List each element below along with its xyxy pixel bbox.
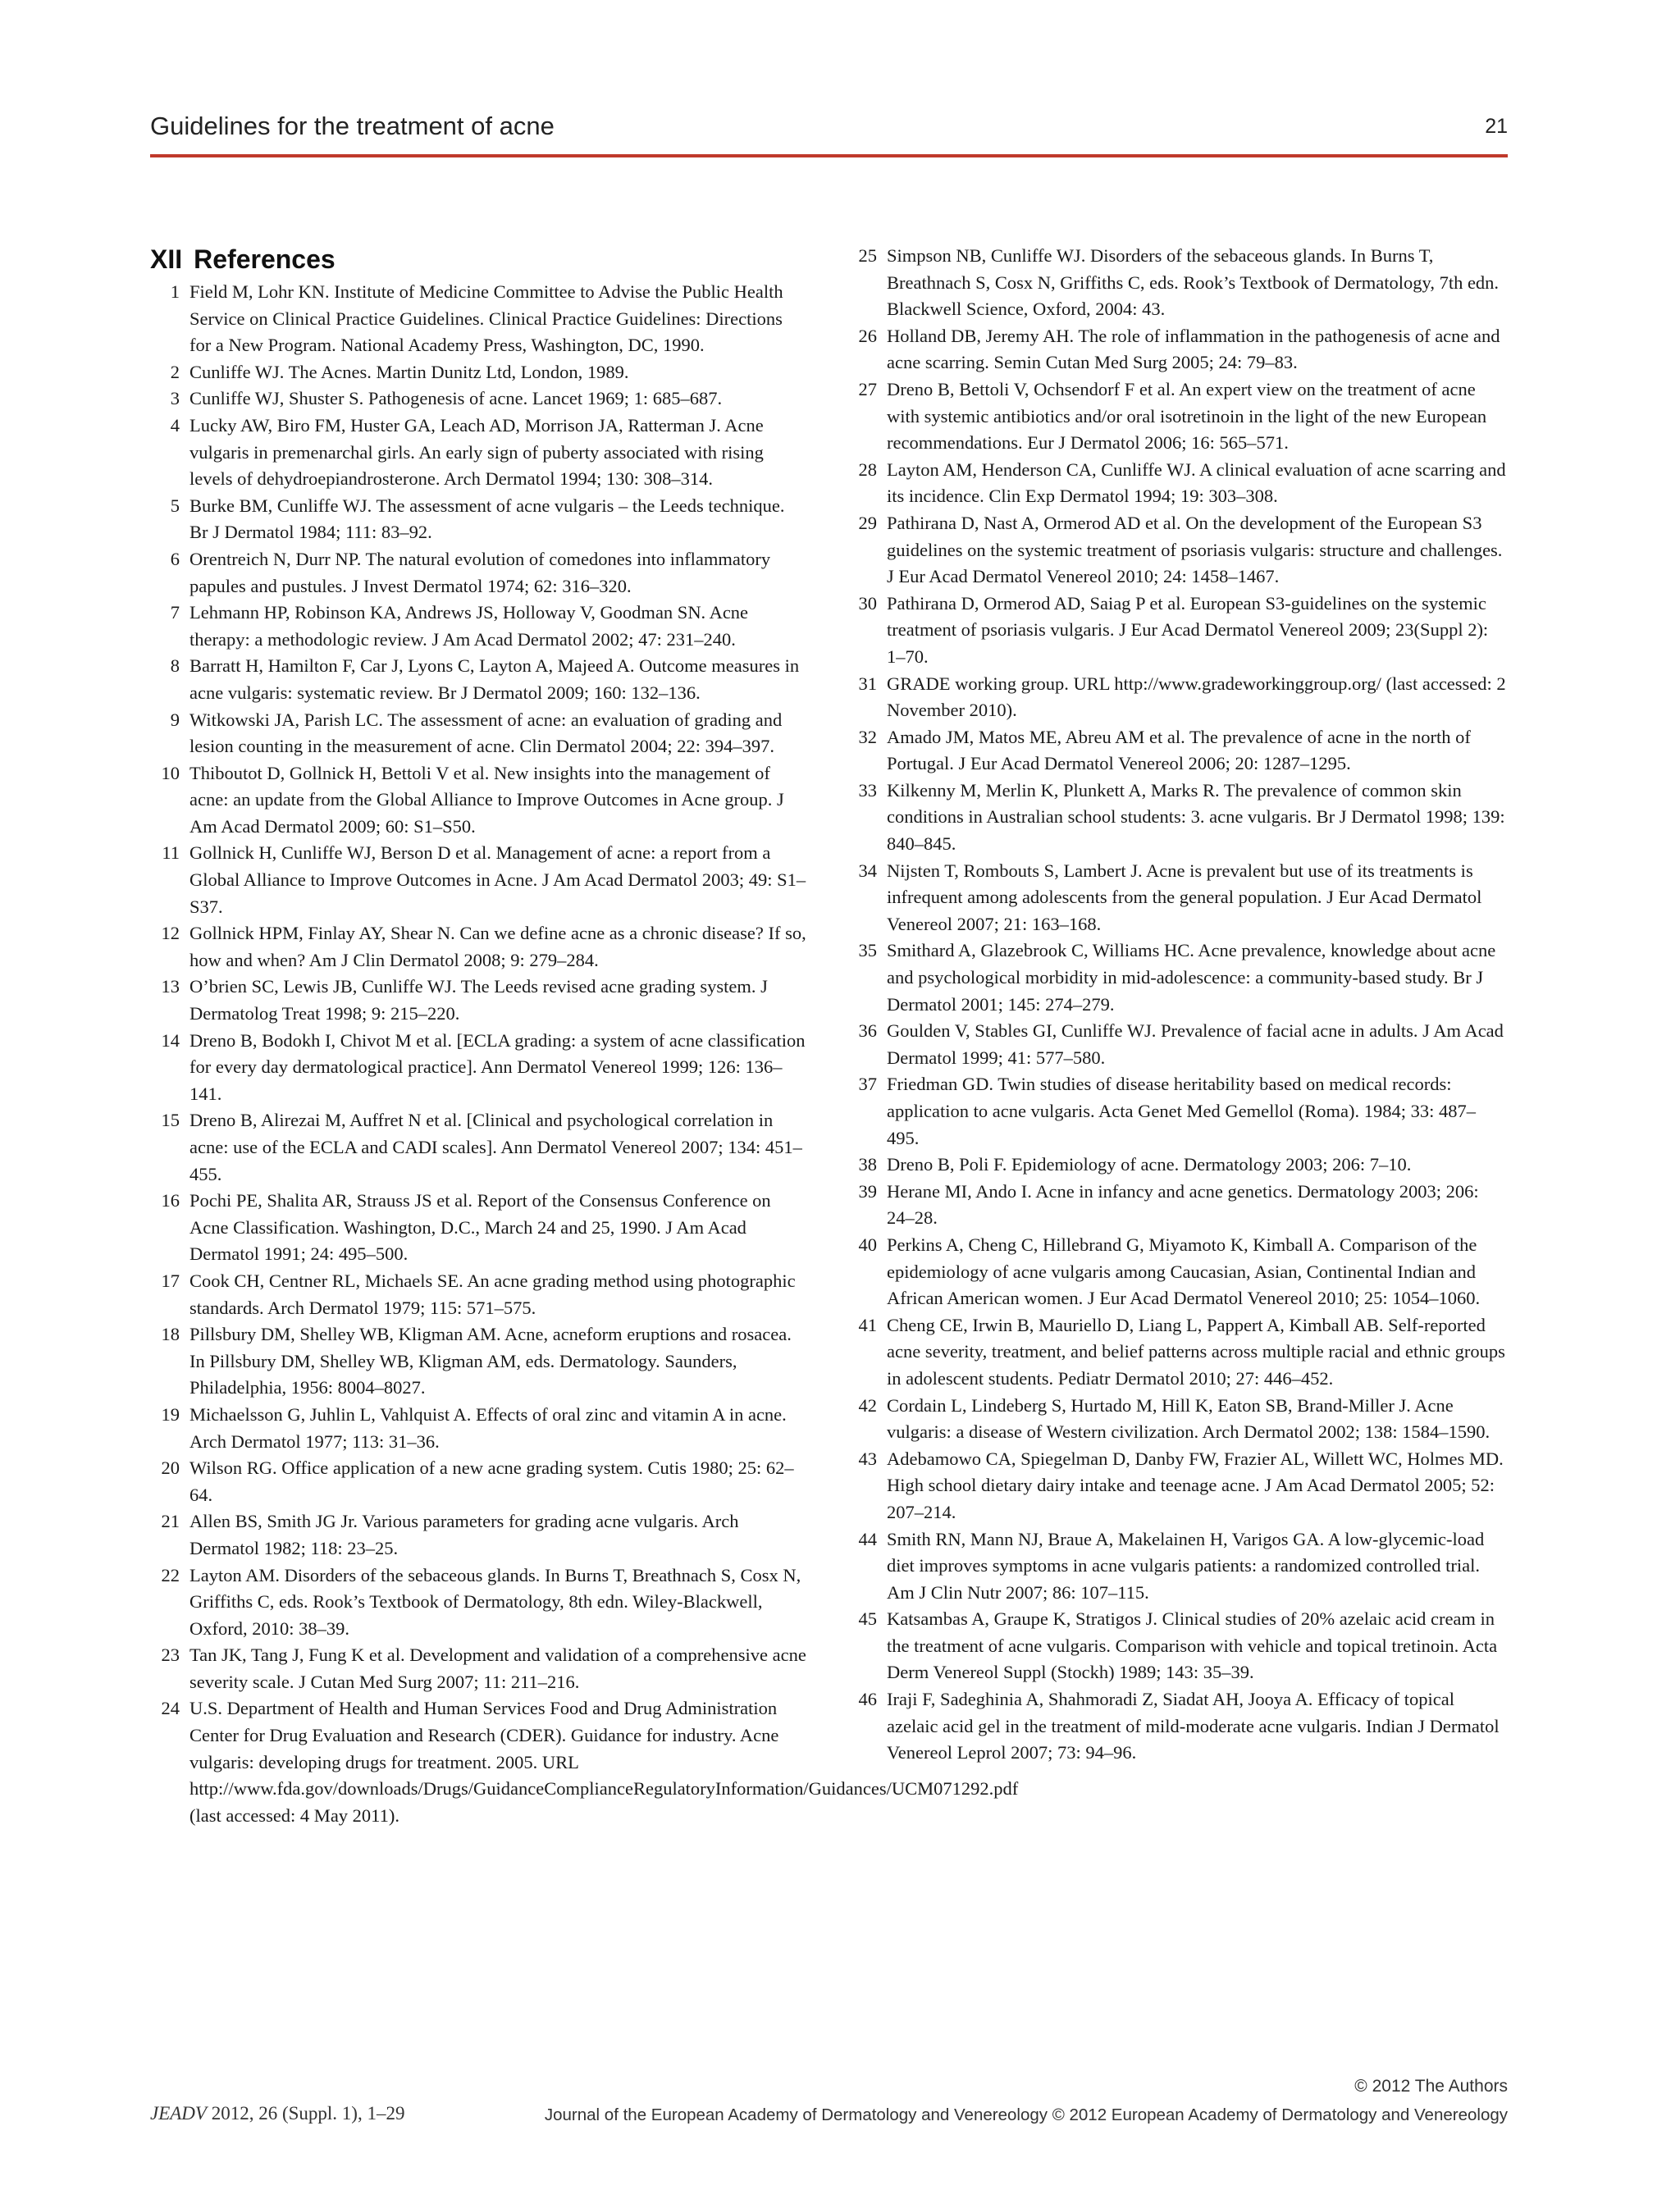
- reference-text: Orentreich N, Durr NP. The natural evolution of comedones into inflammatory papules and pustules. J Invest Dermatol 1974; 62: 316–320.: [189, 548, 771, 596]
- reference-number: 12: [161, 923, 180, 944]
- footer-copyright: © 2012 The Authors: [1354, 2077, 1508, 2096]
- reference-item: [150, 1028, 806, 1108]
- reference-number: 17: [161, 1270, 180, 1291]
- reference-number: 46: [858, 1689, 877, 1710]
- reference-text: Dreno B, Alirezai M, Auffret N et al. [Clinical and psychological correlation in acne: use of the ECLA and CADI scales]. Ann Dermatol Venereol 2007; 134: 451–455.: [189, 1110, 802, 1184]
- reference-item: [150, 1268, 806, 1321]
- reference-number: 1: [170, 281, 180, 302]
- reference-item: [847, 591, 1508, 671]
- reference-text: Smithard A, Glazebrook C, Williams HC. Acne prevalence, knowledge about acne and psychological morbidity in mid-adolescence: a community-based study. Br J Dermatol 2001; 145: 274–279.: [887, 940, 1496, 1015]
- reference-number: 7: [170, 602, 180, 623]
- reference-item: [847, 1686, 1508, 1767]
- reference-number: 37: [858, 1074, 877, 1095]
- reference-number: 14: [161, 1029, 180, 1051]
- reference-text: Dreno B, Bodokh I, Chivot M et al. [ECLA grading: a system of acne classification for every day dermatological practice]. Ann Dermatol Venereol 1999; 126: 136–141.: [189, 1029, 806, 1104]
- reference-number: 15: [161, 1110, 180, 1131]
- reference-text: Kilkenny M, Merlin K, Plunkett A, Marks R. The prevalence of common skin conditions in Australian school students: 3. acne vulgaris. Br J Dermatol 1998; 139: 840–845.: [887, 779, 1505, 855]
- reference-text: Pillsbury DM, Shelley WB, Kligman AM. Acne, acneform eruptions and rosacea. In Pillsbury DM, Shelley WB, Kligman AM, eds. Dermatology. Saunders, Philadelphia, 1956: 8004–8027.: [189, 1324, 792, 1398]
- reference-text: Pathirana D, Nast A, Ormerod AD et al. On the development of the European S3 guidelines on the systemic treatment of psoriasis vulgaris: structure and challenges. J Eur Acad Dermatol Venereol 2010; 24: 1458–1467.: [887, 512, 1503, 587]
- reference-item: [150, 1508, 806, 1562]
- reference-text: Gollnick H, Cunliffe WJ, Berson D et al. Management of acne: a report from a Global Alliance to Improve Outcomes in Acne. J Am Acad Dermatol 2003; 49: S1–S37.: [189, 842, 806, 917]
- reference-text: Lucky AW, Biro FM, Huster GA, Leach AD, Morrison JA, Ratterman J. Acne vulgaris in premenarchal girls. An early sign of puberty associated with rising levels of dehydroepiandrosterone. Arch Dermatol 1994; 130: 308–314.: [189, 414, 764, 490]
- reference-item: [150, 359, 806, 386]
- reference-item: [150, 707, 806, 760]
- reference-number: 30: [858, 592, 877, 614]
- reference-number: 21: [161, 1511, 180, 1532]
- reference-number: 28: [858, 458, 877, 480]
- reference-text: Thiboutot D, Gollnick H, Bettoli V et al. New insights into the management of acne: an update from the Global Alliance to Improve Outcomes in Acne group. J Am Acad Dermatol 2009; 60: S1–S50.: [189, 762, 784, 837]
- reference-text: Tan JK, Tang J, Fung K et al. Development and validation of a comprehensive acne severity scale. J Cutan Med Surg 2007; 11: 211–216.: [189, 1645, 806, 1692]
- reference-item: [847, 1312, 1508, 1393]
- reference-number: 4: [170, 414, 180, 436]
- reference-text: Lehmann HP, Robinson KA, Andrews JS, Holloway V, Goodman SN. Acne therapy: a methodologic review. J Am Acad Dermatol 2002; 47: 231–240.: [189, 602, 749, 650]
- running-header: [150, 105, 1508, 154]
- reference-item: [150, 1562, 806, 1643]
- reference-item: [150, 974, 806, 1027]
- reference-text: Friedman GD. Twin studies of disease heritability based on medical records: application to acne vulgaris. Acta Genet Med Gemellol (Roma). 1984; 33: 487–495.: [887, 1074, 1476, 1148]
- reference-text: Herane MI, Ando I. Acne in infancy and acne genetics. Dermatology 2003; 206: 24–28.: [887, 1180, 1479, 1229]
- reference-number: 18: [161, 1324, 180, 1345]
- reference-text: Cheng CE, Irwin B, Mauriello D, Liang L, Pappert A, Kimball AB. Self-reported acne severity, treatment, and belief patterns across multiple racial and ethnic groups in adolescent students. Pediatr Dermatol 2010; 27: 446–452.: [887, 1314, 1505, 1389]
- reference-text: Witkowski JA, Parish LC. The assessment of acne: an evaluation of grading and lesion counting in the measurement of acne. Clin Dermatol 2004; 22: 394–397.: [189, 709, 783, 757]
- reference-item: [150, 1107, 806, 1188]
- reference-number: 25: [858, 245, 877, 266]
- reference-item: [150, 1402, 806, 1455]
- reference-number: 27: [858, 378, 877, 399]
- reference-item: [847, 1232, 1508, 1312]
- reference-text: Cunliffe WJ, Shuster S. Pathogenesis of acne. Lancet 1969; 1: 685–687.: [189, 388, 723, 409]
- reference-item: [150, 600, 806, 653]
- reference-number: 35: [858, 940, 877, 961]
- reference-item: [847, 937, 1508, 1018]
- reference-number: 3: [170, 388, 180, 409]
- reference-text: Wilson RG. Office application of a new acne grading system. Cutis 1980; 25: 62–64.: [189, 1458, 794, 1505]
- reference-text: Amado JM, Matos ME, Abreu AM et al. The prevalence of acne in the north of Portugal. J Eur Acad Dermatol Venereol 2006; 20: 1287–1295.: [887, 726, 1471, 774]
- reference-text: Gollnick HPM, Finlay AY, Shear N. Can we define acne as a chronic disease? If so, how and when? Am J Clin Dermatol 2008; 9: 279–284.: [189, 923, 806, 970]
- reference-item: [150, 920, 806, 974]
- reference-number: 23: [161, 1645, 180, 1666]
- reference-text: Cook CH, Centner RL, Michaels SE. An acne grading method using photographic standards. Arch Dermatol 1979; 115: 571–575.: [189, 1270, 796, 1318]
- reference-text: O’brien SC, Lewis JB, Cunliffe WJ. The Leeds revised acne grading system. J Dermatolog Treat 1998; 9: 215–220.: [189, 976, 768, 1024]
- reference-number: 26: [858, 325, 877, 346]
- reference-number: 40: [858, 1234, 877, 1255]
- reference-number: 43: [858, 1448, 877, 1469]
- reference-text: GRADE working group. URL http://www.gradeworkinggroup.org/ (last accessed: 2 November 2010).: [887, 673, 1506, 721]
- reference-number: 5: [170, 495, 180, 516]
- reference-item: [847, 1152, 1508, 1179]
- reference-item: [847, 778, 1508, 858]
- reference-number: 45: [858, 1608, 877, 1630]
- footer-citation: [150, 2103, 404, 2124]
- reference-number: 10: [161, 762, 180, 783]
- reference-item: [847, 1606, 1508, 1686]
- reference-text: Nijsten T, Rombouts S, Lambert J. Acne is prevalent but use of its treatments is infrequent among adolescents from the general population. J Eur Acad Dermatol Venereol 2007; 21: 163–168.: [887, 860, 1482, 934]
- reference-text: Katsambas A, Graupe K, Stratigos J. Clinical studies of 20% azelaic acid cream in the treatment of acne vulgaris. Comparison with vehicle and topical tretinoin. Acta Derm Venereol Suppl (Stockh) 1989; 143: 35–39.: [887, 1608, 1498, 1683]
- reference-number: 19: [161, 1403, 180, 1425]
- reference-text: Smith RN, Mann NJ, Braue A, Makelainen H, Varigos GA. A low-glycemic-load diet improves symptoms in acne vulgaris patients: a randomized controlled trial. Am J Clin Nutr 2007; 86: 107–115.: [887, 1528, 1485, 1603]
- reference-text: Allen BS, Smith JG Jr. Various parameters for grading acne vulgaris. Arch Dermatol 1982; 118: 23–25.: [189, 1511, 739, 1558]
- reference-number: 33: [858, 779, 877, 801]
- reference-text: Goulden V, Stables GI, Cunliffe WJ. Prevalence of facial acne in adults. J Am Acad Dermatol 1999; 41: 577–580.: [887, 1020, 1504, 1068]
- references-column-right: [847, 243, 1508, 1767]
- reference-text: Simpson NB, Cunliffe WJ. Disorders of the sebaceous glands. In Burns T, Breathnach S, Cosx N, Griffiths C, eds. Rook’s Textbook of Dermatology, 7th edn. Blackwell Science, Oxford, 2004: 43.: [887, 245, 1500, 320]
- reference-number: 44: [858, 1528, 877, 1549]
- reference-text: Burke BM, Cunliffe WJ. The assessment of acne vulgaris – the Leeds technique. Br J Dermatol 1984; 111: 83–92.: [189, 495, 785, 543]
- reference-text: Michaelsson G, Juhlin L, Vahlquist A. Effects of oral zinc and vitamin A in acne. Arch Dermatol 1977; 113: 31–36.: [189, 1403, 787, 1452]
- reference-item: [847, 457, 1508, 510]
- reference-number: 11: [162, 842, 180, 864]
- reference-number: 32: [858, 726, 877, 747]
- reference-item: [150, 1455, 806, 1508]
- reference-number: 20: [161, 1458, 180, 1479]
- reference-number: 36: [858, 1020, 877, 1042]
- reference-text: Holland DB, Jeremy AH. The role of inflammation in the pathogenesis of acne and acne scarring. Semin Cutan Med Surg 2005; 24: 79–83.: [887, 325, 1500, 373]
- reference-item: [150, 840, 806, 920]
- reference-number: 29: [858, 512, 877, 533]
- reference-item: [847, 1071, 1508, 1152]
- reference-text: Pathirana D, Ormerod AD, Saiag P et al. European S3-guidelines on the systemic treatment of psoriasis vulgaris. J Eur Acad Dermatol Venereol 2009; 23(Suppl 2): 1–70.: [887, 592, 1489, 667]
- reference-item: [150, 1642, 806, 1695]
- reference-text: Iraji F, Sadeghinia A, Shahmoradi Z, Siadat AH, Jooya A. Efficacy of topical azelaic acid gel in the treatment of mild-moderate acne vulgaris. Indian J Dermatol Venereol Leprol 2007; 73: 94–96.: [887, 1689, 1500, 1763]
- reference-number: 13: [161, 976, 180, 997]
- reference-number: 22: [161, 1564, 180, 1585]
- journal-abbrev: JEADV: [150, 2103, 207, 2124]
- reference-text: Perkins A, Cheng C, Hillebrand G, Miyamoto K, Kimball A. Comparison of the epidemiology of acne vulgaris among Caucasian, Asian, Continental Indian and African American women. J Eur Acad Dermatol Venereol 2010; 25: 1054–1060.: [887, 1234, 1481, 1309]
- reference-number: 16: [161, 1190, 180, 1211]
- header-rule: [150, 154, 1508, 157]
- reference-text: Layton AM, Henderson CA, Cunliffe WJ. A clinical evaluation of acne scarring and its incidence. Clin Exp Dermatol 1994; 19: 303–308.: [887, 458, 1506, 507]
- reference-number: 41: [858, 1314, 877, 1335]
- reference-text: Dreno B, Poli F. Epidemiology of acne. Dermatology 2003; 206: 7–10.: [887, 1154, 1412, 1175]
- section-title: References: [194, 244, 336, 274]
- reference-item: [150, 546, 806, 600]
- citation-text: 2012, 26 (Suppl. 1), 1–29: [211, 2103, 405, 2124]
- reference-text: Cordain L, Lindeberg S, Hurtado M, Hill K, Eaton SB, Brand-Miller J. Acne vulgaris: a disease of Western civilization. Arch Dermatol 2002; 138: 1584–1590.: [887, 1394, 1491, 1443]
- reference-item: [150, 653, 806, 706]
- reference-item: [847, 1179, 1508, 1232]
- reference-number: 31: [858, 673, 877, 694]
- reference-item: [150, 1321, 806, 1402]
- reference-number: 24: [161, 1698, 180, 1719]
- reference-number: 8: [170, 655, 180, 677]
- reference-text: Pochi PE, Shalita AR, Strauss JS et al. Report of the Consensus Conference on Acne Classification. Washington, D.C., March 24 and 25, 1990. J Am Acad Dermatol 1991; 24: 495–500.: [189, 1190, 771, 1265]
- reference-item: [847, 1018, 1508, 1071]
- reference-item: [847, 1526, 1508, 1607]
- reference-item: [847, 323, 1508, 376]
- section-number: XII: [150, 244, 183, 274]
- reference-number: 38: [858, 1154, 877, 1175]
- reference-item: [150, 413, 806, 493]
- reference-item: [847, 510, 1508, 591]
- reference-item: [150, 279, 806, 359]
- reference-text: Barratt H, Hamilton F, Car J, Lyons C, Layton A, Majeed A. Outcome measures in acne vulgaris: systematic review. Br J Dermatol 2009; 160: 132–136.: [189, 655, 800, 703]
- reference-number: 2: [170, 361, 180, 382]
- running-title: Guidelines for the treatment of acne: [150, 112, 555, 140]
- reference-text: Cunliffe WJ. The Acnes. Martin Dunitz Ltd, London, 1989.: [189, 361, 629, 382]
- reference-item: [847, 376, 1508, 457]
- reference-text: U.S. Department of Health and Human Services Food and Drug Administration Center for Drug Evaluation and Research (CDER). Guidance for industry. Acne vulgaris: developing drugs for treatment. 2005. URL http://www.fda.gov/downloads/Drugs/GuidanceComplianceRegulatoryInformation/Guidances/UCM071292.pdf (last accessed: 4 May 2011).: [189, 1698, 1019, 1826]
- reference-item: [150, 760, 806, 841]
- reference-number: 42: [858, 1394, 877, 1416]
- reference-number: 9: [170, 709, 180, 730]
- reference-item: [847, 671, 1508, 724]
- reference-item: [150, 1188, 806, 1268]
- reference-item: [847, 243, 1508, 323]
- reference-item: [847, 858, 1508, 938]
- reference-number: 6: [170, 548, 180, 569]
- reference-item: [847, 1393, 1508, 1446]
- page-number: 21: [1485, 115, 1508, 138]
- reference-item: [150, 493, 806, 546]
- reference-number: 39: [858, 1180, 877, 1202]
- reference-item: [847, 724, 1508, 778]
- reference-number: 34: [858, 860, 877, 881]
- reference-text: Layton AM. Disorders of the sebaceous glands. In Burns T, Breathnach S, Cosx N, Griffiths C, eds. Rook’s Textbook of Dermatology, 8th edn. Wiley-Blackwell, Oxford, 2010: 38–39.: [189, 1564, 801, 1639]
- footer-journal-line: Journal of the European Academy of Dermatology and Venereology © 2012 European Academy of Dermatology and Venereology: [544, 2105, 1508, 2124]
- section-heading: [150, 243, 806, 276]
- reference-text: Field M, Lohr KN. Institute of Medicine Committee to Advise the Public Health Service on Clinical Practice Guidelines. Clinical Practice Guidelines: Directions for a New Program. National Academy Press, Washington, DC, 1990.: [189, 281, 783, 356]
- reference-item: [150, 385, 806, 413]
- reference-item: [847, 1446, 1508, 1526]
- reference-text: Adebamowo CA, Spiegelman D, Danby FW, Frazier AL, Willett WC, Holmes MD. High school dietary dairy intake and teenage acne. J Am Acad Dermatol 2005; 52: 207–214.: [887, 1448, 1504, 1522]
- reference-text: Dreno B, Bettoli V, Ochsendorf F et al. An expert view on the treatment of acne with systemic antibiotics and/or oral isotretinoin in the light of the new European recommendations. Eur J Dermatol 2006; 16: 565–571.: [887, 378, 1487, 454]
